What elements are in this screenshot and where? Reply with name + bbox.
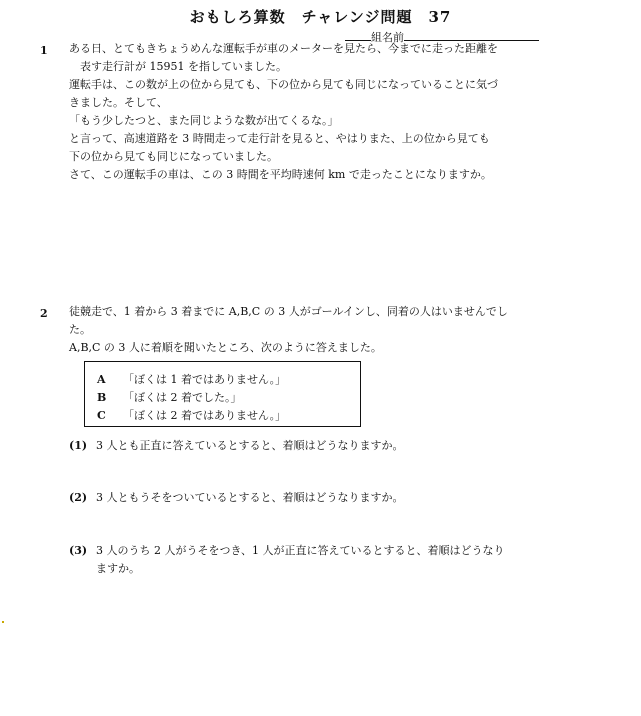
statement-speaker: C (97, 409, 106, 422)
question-1-number: 1 (40, 44, 48, 57)
subquestion-3 (69, 542, 505, 578)
statement-c (97, 407, 286, 423)
subquestion-text: 3 人とも正直に答えているとすると、着順はどうなりますか。 (96, 439, 404, 452)
question-1-line: と言って、高速道路を 3 時間走って走行計を見ると、やはりまた、上の位から見ても (69, 132, 490, 145)
subquestion-text: 3 人ともうそをついているとすると、着順はどうなりますか。 (96, 491, 404, 504)
statement-b (97, 389, 242, 405)
subquestion-2 (69, 489, 404, 507)
subquestion-text-continued: ますか。 (96, 562, 140, 575)
question-1-line: 「もう少したつと、また同じような数が出てくるな。」 (69, 114, 339, 127)
question-2-line: た。 (69, 323, 91, 336)
question-1-line: 表す走行計が 15951 を指していました。 (80, 60, 287, 73)
statement-speaker: B (97, 391, 107, 404)
answers-box (84, 361, 361, 427)
statement-text: 「ぼくは 2 着でした。」 (123, 391, 242, 404)
subquestion-number: (1) (69, 439, 88, 452)
statement-a (97, 371, 286, 387)
statement-text: 「ぼくは 1 着ではありません。」 (123, 373, 287, 386)
name-label: 組名前 (371, 31, 404, 44)
page-title: おもしろ算数 チャレンジ問題 37 (189, 8, 452, 26)
question-1-line: さて、この運転手の車は、この 3 時間を平均時速何 km で走ったことになりますか。 (69, 168, 492, 181)
subquestion-number: (2) (69, 491, 88, 504)
question-1-line: 下の位から見ても同じになっていました。 (69, 150, 278, 163)
question-1-line: 運転手は、この数が上の位から見ても、下の位から見ても同じになっていることに気づ (69, 78, 498, 91)
question-2-number: 2 (40, 307, 48, 320)
question-2-line: A,B,C の 3 人に着順を聞いたところ、次のように答えました。 (69, 341, 382, 354)
subquestion-1 (69, 437, 404, 455)
question-1-line: ある日、とてもきちょうめんな運転手が車のメーターを見たら、今までに走った距離を (69, 42, 498, 55)
statement-speaker: A (97, 373, 106, 386)
question-2-text (69, 303, 508, 357)
question-1-line: きました。そして、 (69, 96, 168, 109)
question-2-line: 徒競走で、1 着から 3 着までに A,B,C の 3 人がゴールインし、同着の人はいませんでし (69, 305, 508, 318)
statement-text: 「ぼくは 2 着ではありません。」 (123, 409, 287, 422)
subquestion-text: 3 人のうち 2 人がうそをつき、1 人が正直に答えているとすると、着順はどうなり (96, 544, 505, 557)
question-1-text (69, 40, 498, 184)
scan-speck (2, 621, 4, 623)
subquestion-number: (3) (69, 544, 88, 557)
